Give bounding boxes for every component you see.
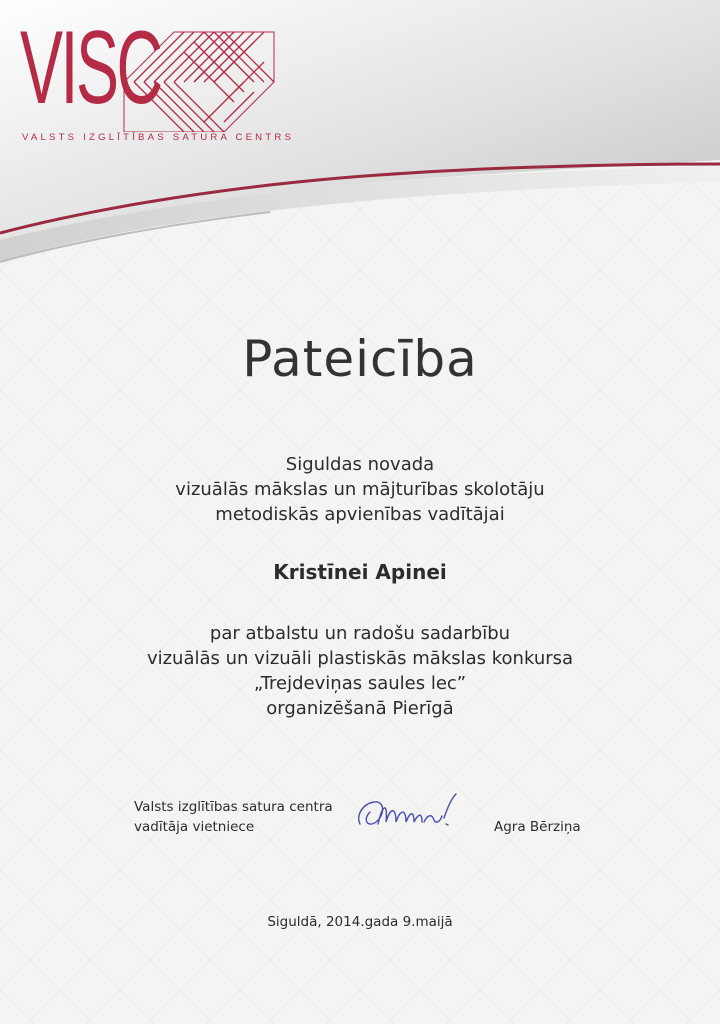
reason-line: vizuālās un vizuāli plastiskās mākslas konkursa	[146, 648, 574, 669]
logo-subtitle: VALSTS IZGLĪTĪBAS SATURA CENTRS	[22, 132, 295, 143]
recipient-line: metodiskās apvienības vadītājai	[215, 504, 505, 525]
visc-logo	[18, 10, 295, 154]
date-location: Siguldā, 2014.gada 9.maijā	[267, 914, 453, 930]
recipient-name: Kristīnei Apinei	[273, 560, 447, 584]
recipient-line: vizuālās mākslas un mājturības skolotāju	[175, 479, 545, 500]
signer-name: Agra Bērziņa	[494, 819, 581, 835]
certificate-title: Pateicība	[242, 330, 478, 388]
reason-line: organizēšanā Pierīgā	[266, 698, 454, 719]
logo-letters: VISC	[20, 10, 161, 126]
signer-position-line: vadītāja vietniece	[134, 819, 255, 835]
handwritten-signature	[352, 786, 462, 836]
reason-line: par atbalstu un radošu sadarbību	[209, 623, 511, 644]
signer-position-line: Valsts izglītības satura centra	[134, 799, 333, 815]
recipient-description	[0, 452, 720, 527]
logo-grid-mark-icon	[114, 22, 284, 132]
reason-line: „Trejdeviņas saules lec”	[253, 673, 467, 694]
reason-description	[0, 621, 720, 721]
recipient-line: Siguldas novada	[285, 454, 435, 475]
signer-position	[134, 797, 333, 837]
